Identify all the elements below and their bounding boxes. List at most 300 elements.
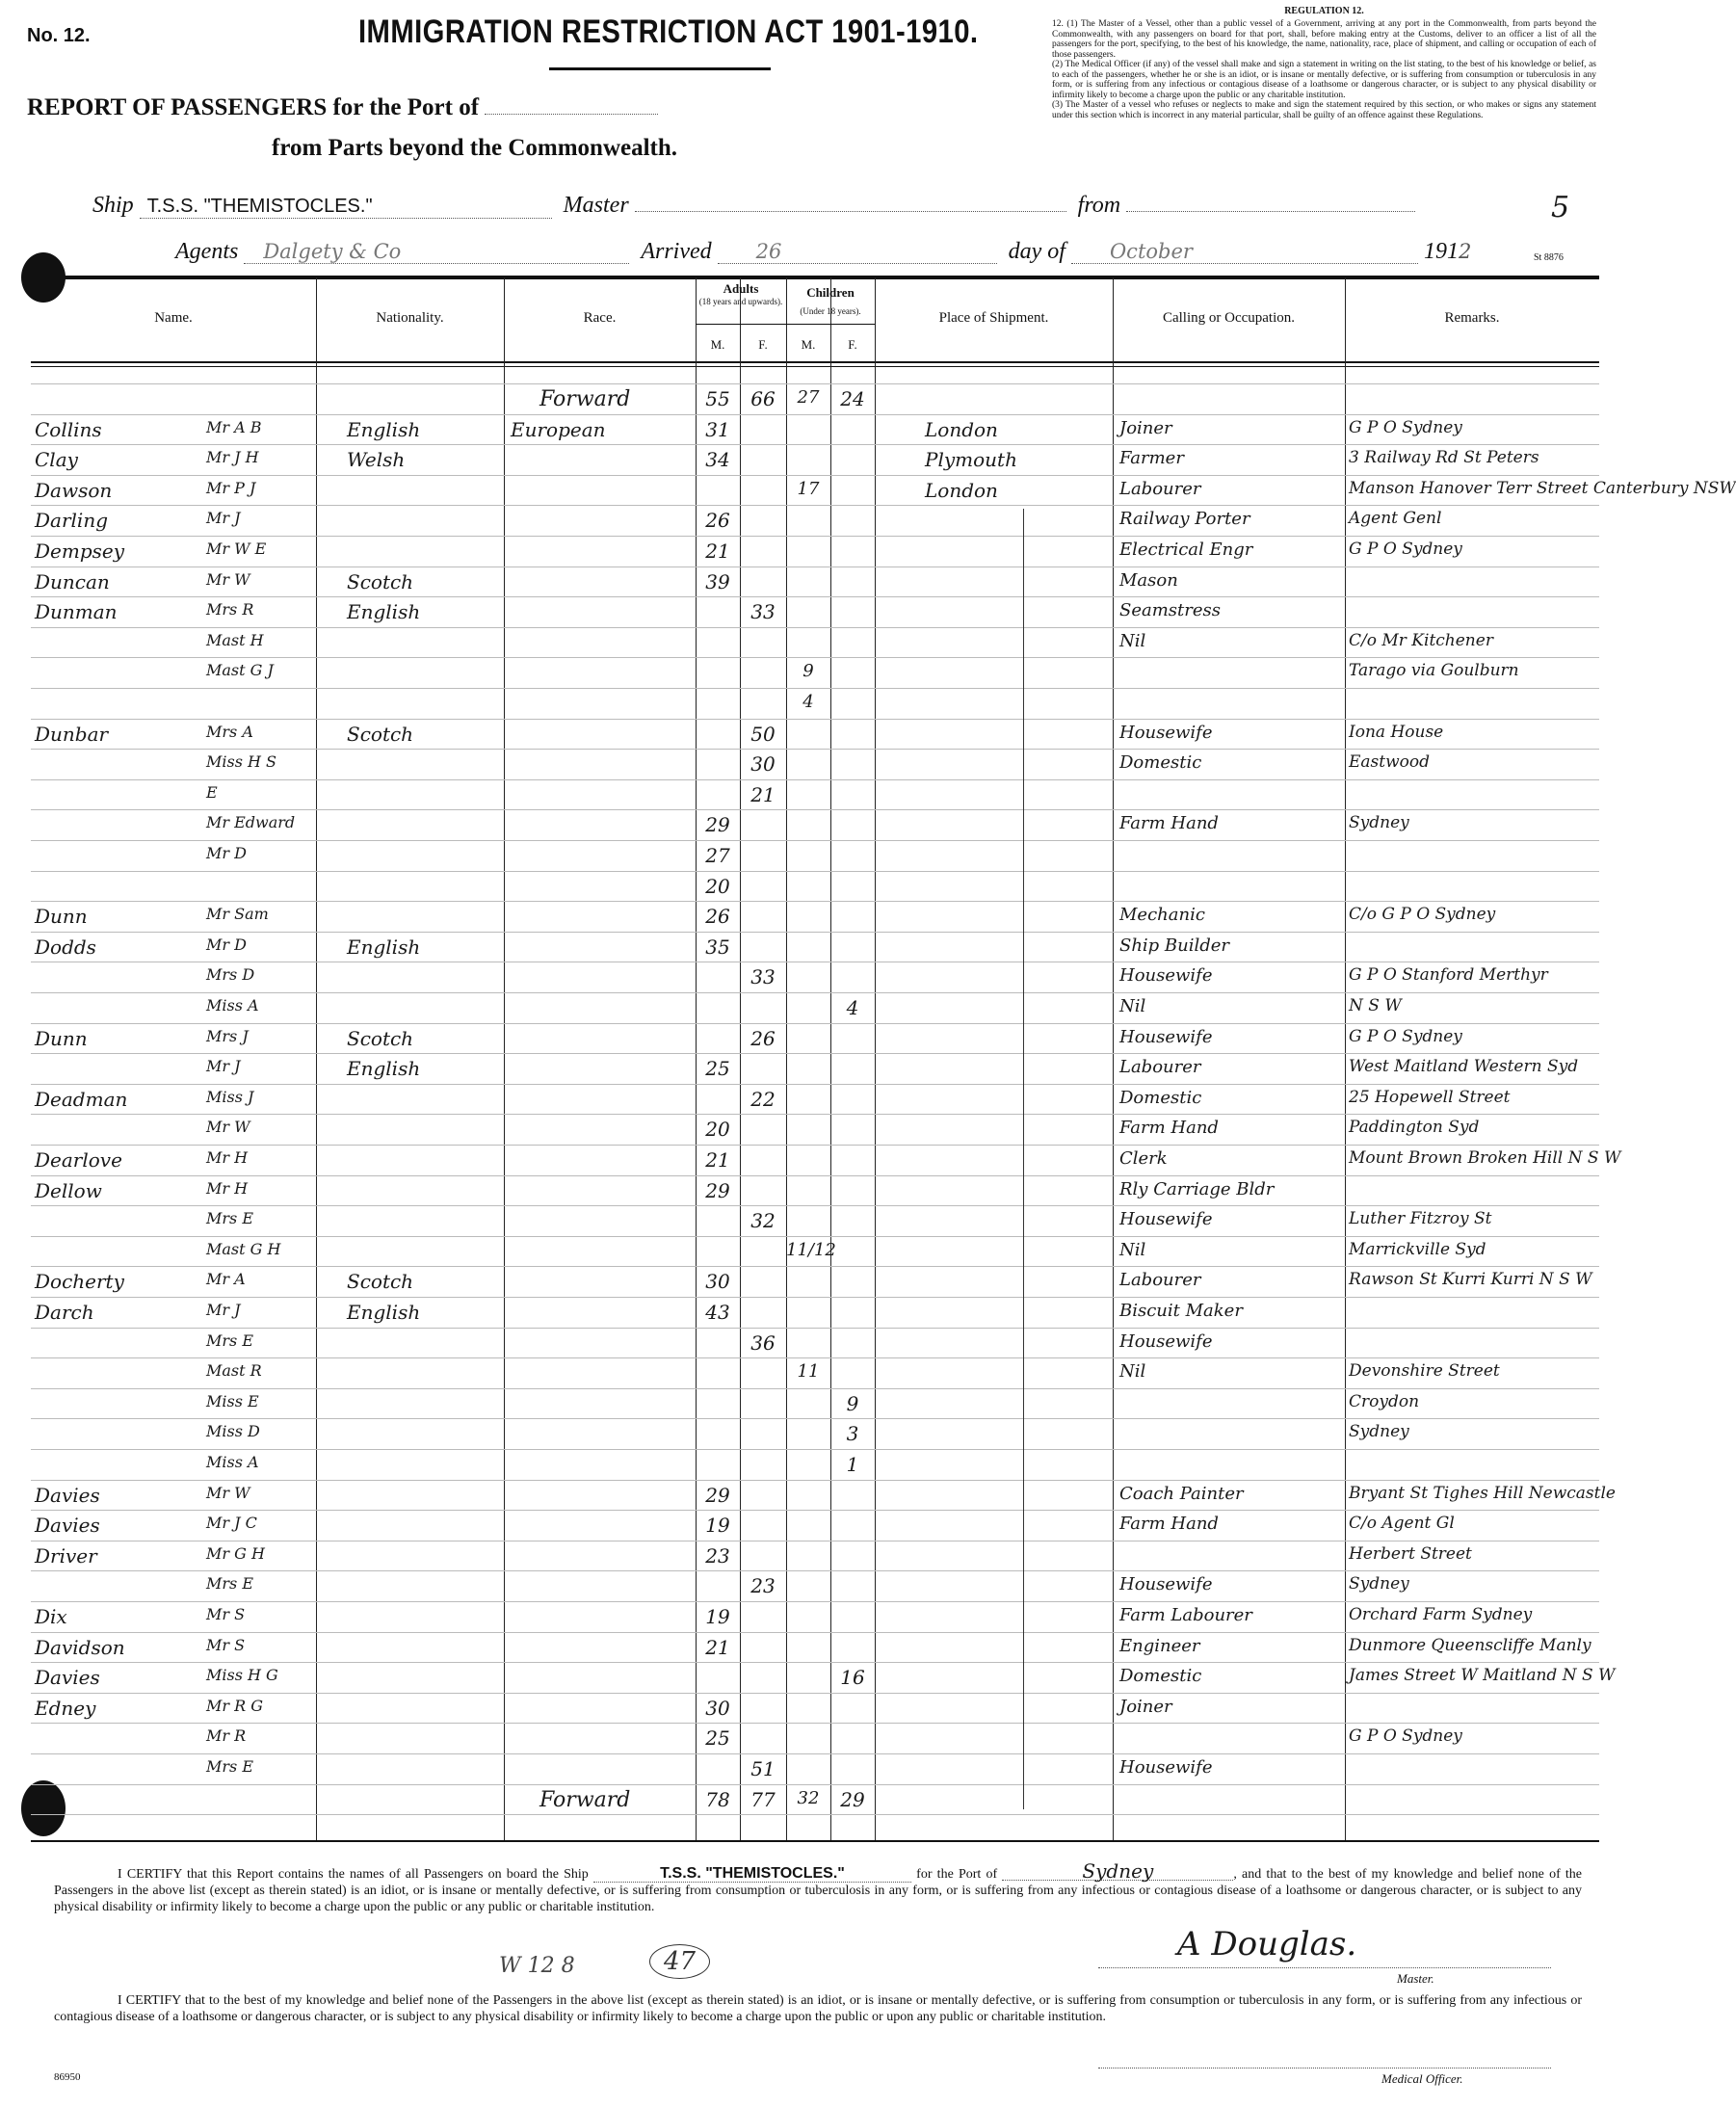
col-header-adults: Adults xyxy=(723,281,759,296)
col-header-children-sub: (Under 18 years). xyxy=(800,306,861,316)
passenger-surname: Dunn xyxy=(35,905,88,929)
remarks: Devonshire Street xyxy=(1349,1361,1500,1382)
master-label: Master xyxy=(563,193,629,218)
ruled-line xyxy=(31,779,1599,780)
print-code: 86950 xyxy=(54,2071,81,2083)
binder-hole-bottom xyxy=(21,1780,66,1836)
passenger-surname: Dodds xyxy=(35,935,96,959)
occupation: Nil xyxy=(1119,1361,1146,1383)
occupation: Railway Porter xyxy=(1119,509,1250,530)
passenger-surname: Deadman xyxy=(35,1087,128,1111)
ruled-line xyxy=(31,719,1599,720)
adult-male-age: 21 xyxy=(705,1148,730,1172)
ruled-line xyxy=(31,1205,1599,1206)
passenger-given-name: Mr P J xyxy=(206,478,256,497)
passenger-nationality: English xyxy=(347,935,421,959)
place-of-shipment: London xyxy=(925,417,998,441)
master-certificate xyxy=(54,1859,1583,1915)
occupation: Mason xyxy=(1119,569,1178,591)
ruled-line xyxy=(31,1632,1599,1633)
regulation-para-3: (3) The Master of a vessel who refuses or neglects to make and sign the statement required by this section, or who makes or signs any statement under this section which is incorrect in any material particular, shall be guilty of an offence against these Regulations. xyxy=(1052,100,1596,120)
adult-male-age: 25 xyxy=(705,1726,730,1751)
occupation: Housewife xyxy=(1119,1757,1213,1778)
ship-line xyxy=(92,193,1415,219)
remarks: Tarago via Goulburn xyxy=(1349,661,1519,681)
ruled-line xyxy=(31,1084,1599,1085)
ruled-line xyxy=(31,1236,1599,1237)
adult-female-age: 21 xyxy=(750,782,776,806)
report-heading-line1 xyxy=(27,94,658,121)
ship-name: T.S.S. "THEMISTOCLES." xyxy=(140,196,552,219)
remarks: Croydon xyxy=(1349,1391,1420,1411)
passenger-surname: Davies xyxy=(35,1483,100,1507)
passenger-given-name: Mr H xyxy=(206,1178,249,1198)
remarks: Sydney xyxy=(1349,1574,1409,1594)
day-of-label: day of xyxy=(1008,239,1065,264)
remarks: Marrickville Syd xyxy=(1349,1239,1486,1259)
remarks: 25 Hopewell Street xyxy=(1349,1087,1511,1107)
passenger-given-name: Mr J H xyxy=(206,448,259,467)
passenger-race: European xyxy=(511,417,606,441)
remarks: G P O Sydney xyxy=(1349,1726,1462,1747)
adult-female-age: 77 xyxy=(750,1787,776,1811)
ditto-line-shipment xyxy=(1023,509,1024,1809)
child-male-age: 27 xyxy=(797,387,820,408)
passenger-surname: Dempsey xyxy=(35,540,125,563)
occupation: Farm Hand xyxy=(1119,813,1219,834)
col-header-adult-f: F. xyxy=(758,337,768,352)
passenger-surname: Driver xyxy=(35,1543,97,1568)
from-label: from xyxy=(1077,193,1121,218)
master-role: Master. xyxy=(1397,1971,1434,1986)
adult-female-age: 32 xyxy=(750,1209,776,1233)
child-female-age: 3 xyxy=(846,1422,859,1446)
occupation: Domestic xyxy=(1119,752,1202,774)
passenger-given-name: Mr A B xyxy=(206,417,262,436)
ruled-line xyxy=(31,1053,1599,1054)
place-of-shipment: London xyxy=(925,478,998,502)
adult-male-age: 30 xyxy=(705,1270,730,1294)
passenger-given-name: Mast R xyxy=(206,1361,262,1381)
passenger-surname: Davies xyxy=(35,1514,100,1538)
col-header-remarks: Remarks. xyxy=(1444,310,1500,326)
occupation: Nil xyxy=(1119,996,1146,1016)
occupation: Seamstress xyxy=(1119,600,1221,621)
master-cert-for-port: for the Port of xyxy=(916,1867,998,1882)
remarks: Manson Hanover Terr Street Canterbury NSW xyxy=(1349,478,1736,498)
child-female-age: 1 xyxy=(846,1453,859,1476)
margin-note-1: W 12 8 xyxy=(499,1954,575,1978)
ruled-line xyxy=(31,688,1599,689)
passenger-surname: Davies xyxy=(35,1666,100,1690)
occupation: Biscuit Maker xyxy=(1119,1301,1243,1321)
stock-number: St 8876 xyxy=(1534,252,1564,263)
passenger-given-name: Mrs E xyxy=(206,1574,254,1594)
remarks: Agent Genl xyxy=(1349,509,1442,529)
col-divider xyxy=(1113,277,1114,1840)
passenger-surname: Dawson xyxy=(35,478,113,502)
ruled-line xyxy=(31,596,1599,597)
ruled-line xyxy=(31,383,1599,384)
from-field xyxy=(1126,211,1415,212)
occupation: Housewife xyxy=(1119,1026,1213,1047)
remarks: G P O Sydney xyxy=(1349,417,1462,437)
forward-label: Forward xyxy=(539,387,631,411)
occupation: Labourer xyxy=(1119,1057,1201,1078)
regulation-heading: REGULATION 12. xyxy=(1284,6,1364,16)
passenger-surname: Docherty xyxy=(35,1270,124,1294)
passenger-given-name: Mrs E xyxy=(206,1331,254,1350)
remarks: Sydney xyxy=(1349,813,1409,833)
adult-male-age: 26 xyxy=(705,509,730,533)
passenger-given-name: Mr J xyxy=(206,1301,241,1319)
ship-label: Ship xyxy=(92,193,134,218)
remarks: Luther Fitzroy St xyxy=(1349,1209,1492,1229)
adult-male-age: 29 xyxy=(705,1178,730,1202)
ruled-line xyxy=(31,475,1599,476)
adult-female-age: 30 xyxy=(750,752,776,777)
adults-subrule xyxy=(696,324,786,325)
col-header-occupation: Calling or Occupation. xyxy=(1162,310,1296,326)
col-divider xyxy=(316,277,317,1840)
col-header-child-m: M. xyxy=(801,337,816,352)
passenger-given-name: Miss D xyxy=(206,1422,260,1441)
passenger-given-name: Miss A xyxy=(206,996,259,1014)
ruled-line xyxy=(31,1175,1599,1176)
passenger-surname: Duncan xyxy=(35,569,110,593)
occupation: Electrical Engr xyxy=(1119,540,1253,560)
passenger-nationality: English xyxy=(347,600,421,624)
occupation: Joiner xyxy=(1119,417,1172,438)
month-value: October xyxy=(1071,240,1418,264)
passenger-given-name: Mr S xyxy=(206,1605,246,1623)
passenger-surname: Dearlove xyxy=(35,1148,122,1172)
medical-role: Medical Officer. xyxy=(1381,2071,1463,2086)
passenger-given-name: Mr A xyxy=(206,1270,246,1289)
ruled-line xyxy=(31,1418,1599,1419)
ruled-line xyxy=(31,809,1599,810)
passenger-surname: Darch xyxy=(35,1301,94,1324)
passenger-given-name: Mr D xyxy=(206,844,247,862)
remarks: G P O Sydney xyxy=(1349,1026,1462,1046)
col-divider xyxy=(786,277,787,1840)
col-header-race: Race. xyxy=(583,310,617,326)
adult-male-age: 78 xyxy=(705,1787,730,1811)
master-field xyxy=(635,211,1066,212)
ruled-line xyxy=(31,932,1599,933)
regulation-para-1: 12. (1) The Master of a Vessel, other than a public vessel of a Government, arriving at any port in the Commonwealth, from parts beyond the Commonwealth, with any passengers on board for that port, shall, before making entry at the Customs, deliver to an officer a list of all the passengers for the port, specifying, to the best of his knowledge, the name, nationality, race, place of shipment, and calling or occupation of each of those passengers. xyxy=(1052,19,1596,60)
adult-female-age: 23 xyxy=(750,1574,776,1598)
col-header-adult-m: M. xyxy=(710,337,725,352)
remarks: Iona House xyxy=(1349,722,1444,742)
page-mark: 5 xyxy=(1551,191,1570,224)
forward-label: Forward xyxy=(539,1787,631,1812)
passenger-given-name: Miss A xyxy=(206,1453,259,1471)
port-field xyxy=(485,114,658,115)
adult-male-age: 29 xyxy=(705,813,730,837)
ruled-line xyxy=(31,1449,1599,1450)
passenger-given-name: Mr J C xyxy=(206,1514,257,1533)
report-of-passengers: REPORT OF PASSENGERS xyxy=(27,94,328,120)
passenger-given-name: Mr W xyxy=(206,1118,250,1137)
passenger-surname: Davidson xyxy=(35,1635,125,1659)
occupation: Farmer xyxy=(1119,448,1184,469)
passenger-given-name: Mast H xyxy=(206,630,264,649)
passenger-nationality: English xyxy=(347,417,421,441)
passenger-given-name: Mr Edward xyxy=(206,813,296,832)
passenger-given-name: Mast G H xyxy=(206,1239,281,1258)
ruled-line xyxy=(31,1601,1599,1602)
agents-label: Agents xyxy=(175,239,239,264)
ruled-line xyxy=(31,1357,1599,1358)
adult-male-age: 26 xyxy=(705,905,730,929)
occupation: Nil xyxy=(1119,1239,1146,1260)
remarks: Sydney xyxy=(1349,1422,1409,1442)
ruled-line xyxy=(31,1023,1599,1024)
remarks: N S W xyxy=(1349,996,1402,1015)
margin-note-2: 47 xyxy=(649,1944,710,1979)
passenger-given-name: Mrs A xyxy=(206,722,253,741)
passenger-given-name: E xyxy=(206,782,218,802)
remarks: Paddington Syd xyxy=(1349,1118,1480,1138)
occupation: Clerk xyxy=(1119,1148,1168,1169)
ruled-line xyxy=(31,1814,1599,1815)
remarks: G P O Sydney xyxy=(1349,540,1462,559)
passenger-given-name: Mr W xyxy=(206,569,250,589)
occupation: Farm Labourer xyxy=(1119,1605,1252,1625)
adult-male-age: 29 xyxy=(705,1483,730,1507)
remarks: Dunmore Queenscliffe Manly xyxy=(1349,1635,1591,1655)
occupation: Housewife xyxy=(1119,1331,1213,1352)
remarks: Rawson St Kurri Kurri N S W xyxy=(1349,1270,1592,1290)
arrived-value: 26 xyxy=(718,240,997,264)
adult-female-age: 36 xyxy=(750,1331,776,1355)
adult-female-age: 22 xyxy=(750,1087,776,1111)
adult-male-age: 34 xyxy=(705,448,730,472)
ruled-line xyxy=(31,1723,1599,1724)
ruled-line xyxy=(31,1297,1599,1298)
adult-female-age: 51 xyxy=(750,1757,776,1780)
occupation: Nil xyxy=(1119,630,1146,651)
year-value: 2 xyxy=(1458,240,1472,263)
ruled-line xyxy=(31,1753,1599,1754)
col-divider xyxy=(1345,277,1346,1840)
passenger-given-name: Mrs E xyxy=(206,1209,254,1228)
adult-male-age: 23 xyxy=(705,1543,730,1568)
agents-line xyxy=(175,239,1471,265)
child-male-age: 32 xyxy=(797,1787,820,1808)
remarks: C/o Agent Gl xyxy=(1349,1514,1455,1534)
col-header-shipment: Place of Shipment. xyxy=(938,310,1049,326)
passenger-given-name: Mr D xyxy=(206,935,247,954)
remarks: 3 Railway Rd St Peters xyxy=(1349,448,1539,468)
remarks: James Street W Maitland N S W xyxy=(1349,1666,1616,1686)
remarks: Orchard Farm Sydney xyxy=(1349,1605,1533,1624)
ruled-line xyxy=(31,1480,1599,1481)
master-cert-rest: , and that to the best of my knowledge and belief none of the Passengers in the above list (except as therein stated) is an idiot, or is insane or mentally defective, or is suffering from consumption or tuberculosis in any form, or is suffering from any infectious or contagious disease of a loathsome or dangerous character, or is subject to any physical disability or infirmity likely to become a charge upon the public or any public or charitable institution. xyxy=(54,1867,1583,1914)
passenger-surname: Darling xyxy=(35,509,108,533)
ruled-line xyxy=(31,657,1599,658)
occupation: Joiner xyxy=(1119,1696,1172,1717)
remarks: Mount Brown Broken Hill N S W xyxy=(1349,1148,1621,1168)
regulation-para-2: (2) The Medical Officer (if any) of the vessel shall make and sign a statement in writing on the list stating, to the best of his knowledge or belief, as to each of the passengers, whether he or she is an idiot, or is insane or mentally defective, or is suffering from consumption or tuberculosis in any form, or is suffering from any infectious or contagious disease of a loathsome or dangerous character, or is subject to any physical disability or infirmity likely to become a charge upon the public or any charitable institution. xyxy=(1052,60,1596,100)
passenger-given-name: Mr W xyxy=(206,1483,250,1502)
passenger-given-name: Mr J xyxy=(206,1057,241,1076)
master-signature-line xyxy=(1098,1967,1551,1968)
passenger-given-name: Mr R G xyxy=(206,1696,264,1715)
ruled-line xyxy=(31,536,1599,537)
occupation: Farm Hand xyxy=(1119,1118,1219,1139)
ruled-line xyxy=(31,1693,1599,1694)
ruled-line xyxy=(31,1266,1599,1267)
adult-female-age: 50 xyxy=(750,722,776,746)
master-signature: A Douglas. xyxy=(1177,1925,1357,1963)
regulation-12 xyxy=(1052,6,1596,120)
adult-male-age: 19 xyxy=(705,1605,730,1628)
passenger-given-name: Miss H S xyxy=(206,752,277,772)
remarks: Eastwood xyxy=(1349,752,1431,773)
ruled-line xyxy=(31,1388,1599,1389)
occupation: Labourer xyxy=(1119,1270,1201,1291)
occupation: Housewife xyxy=(1119,1574,1213,1595)
agents-value: Dalgety & Co xyxy=(244,240,629,264)
col-header-nationality: Nationality. xyxy=(376,310,444,326)
remarks: Bryant St Tighes Hill Newcastle xyxy=(1349,1483,1616,1503)
occupation: Rly Carriage Bldr xyxy=(1119,1178,1275,1199)
remarks: Herbert Street xyxy=(1349,1543,1472,1564)
occupation: Housewife xyxy=(1119,1209,1213,1230)
occupation: Mechanic xyxy=(1119,905,1205,926)
remarks: C/o G P O Sydney xyxy=(1349,905,1496,925)
occupation: Housewife xyxy=(1119,965,1213,987)
ruled-line xyxy=(31,1784,1599,1785)
master-cert-prefix: I CERTIFY that this Report contains the names of all Passengers on board the Ship xyxy=(118,1867,589,1882)
passenger-surname: Edney xyxy=(35,1696,96,1720)
ruled-line xyxy=(31,1510,1599,1511)
adult-male-age: 19 xyxy=(705,1514,730,1538)
passenger-given-name: Mr G H xyxy=(206,1543,265,1563)
passenger-nationality: Scotch xyxy=(347,569,414,593)
adult-male-age: 20 xyxy=(705,1118,730,1142)
passenger-surname: Dunbar xyxy=(35,722,109,746)
ruled-line xyxy=(31,992,1599,993)
child-female-age: 24 xyxy=(840,387,865,410)
passenger-given-name: Mrs J xyxy=(206,1026,249,1045)
ruled-line xyxy=(31,749,1599,750)
occupation: Ship Builder xyxy=(1119,935,1230,956)
col-header-child-f: F. xyxy=(848,337,857,352)
child-female-age: 4 xyxy=(846,996,859,1019)
child-female-age: 16 xyxy=(840,1666,865,1690)
passenger-nationality: Scotch xyxy=(347,1026,414,1050)
for-port-label: for the Port of xyxy=(332,94,480,120)
passenger-given-name: Mr S xyxy=(206,1635,246,1654)
passenger-nationality: Welsh xyxy=(347,448,406,472)
arrived-label: Arrived xyxy=(641,239,712,264)
adult-female-age: 33 xyxy=(750,600,776,624)
table-top-rule xyxy=(31,276,1599,279)
adult-male-age: 27 xyxy=(705,844,730,867)
table-header-rule-2 xyxy=(31,366,1599,367)
passenger-nationality: English xyxy=(347,1057,421,1081)
title-rule xyxy=(549,67,771,70)
ruled-line xyxy=(31,414,1599,415)
occupation: Domestic xyxy=(1119,1087,1202,1108)
ruled-line xyxy=(31,840,1599,841)
col-divider xyxy=(740,277,741,1840)
ruled-line xyxy=(31,444,1599,445)
col-header-adults-sub: (18 years and upwards). xyxy=(698,297,783,306)
occupation: Farm Hand xyxy=(1119,1514,1219,1535)
ruled-line xyxy=(31,627,1599,628)
ruled-line xyxy=(31,871,1599,872)
passenger-given-name: Mast G J xyxy=(206,661,274,680)
remarks: G P O Stanford Merthyr xyxy=(1349,965,1548,986)
passenger-nationality: English xyxy=(347,1301,421,1324)
child-male-age: 9 xyxy=(802,661,814,682)
adult-male-age: 55 xyxy=(705,387,730,410)
occupation: Housewife xyxy=(1119,722,1213,743)
form-number: No. 12. xyxy=(27,25,91,46)
adult-male-age: 25 xyxy=(705,1057,730,1081)
occupation: Coach Painter xyxy=(1119,1483,1244,1504)
report-heading-line2: from Parts beyond the Commonwealth. xyxy=(272,135,678,161)
passenger-surname: Dunn xyxy=(35,1026,88,1050)
passenger-surname: Collins xyxy=(35,417,102,441)
passenger-nationality: Scotch xyxy=(347,722,414,746)
ruled-line xyxy=(31,1114,1599,1115)
ruled-line xyxy=(31,1145,1599,1146)
col-divider xyxy=(504,277,505,1840)
col-header-children: Children xyxy=(806,285,855,300)
passenger-given-name: Mrs R xyxy=(206,600,254,619)
occupation: Labourer xyxy=(1119,478,1201,499)
occupation: Domestic xyxy=(1119,1666,1202,1687)
passenger-surname: Dix xyxy=(35,1605,67,1628)
child-male-age: 11 xyxy=(797,1361,820,1383)
act-title: IMMIGRATION RESTRICTION ACT 1901-1910. xyxy=(358,13,979,50)
ruled-line xyxy=(31,1570,1599,1571)
adult-female-age: 33 xyxy=(750,965,776,989)
passenger-surname: Clay xyxy=(35,448,78,472)
year-label: 191 xyxy=(1423,239,1459,264)
child-male-age: 11/12 xyxy=(786,1239,836,1260)
occupation: Engineer xyxy=(1119,1635,1200,1656)
passenger-given-name: Mr W E xyxy=(206,540,267,558)
passenger-surname: Dunman xyxy=(35,600,118,624)
adult-male-age: 39 xyxy=(705,569,730,593)
ruled-line xyxy=(31,1662,1599,1663)
adult-female-age: 66 xyxy=(750,387,776,410)
remarks: West Maitland Western Syd xyxy=(1349,1057,1579,1077)
col-divider xyxy=(830,277,831,1840)
medical-certificate: I CERTIFY that to the best of my knowledge and belief none of the Passengers in the above list (except as therein stated) is an idiot, or is insane or mentally defective, or is suffering from consumption or tuberculosis in any form, or is suffering from any infectious or contagious disease of a loathsome or dangerous character, or is subject to any physical disability or infirmity likely to become a charge upon the public or upon any public or charitable institution. xyxy=(54,1993,1582,2024)
passenger-given-name: Mr Sam xyxy=(206,905,269,924)
col-divider xyxy=(875,277,876,1840)
adult-male-age: 43 xyxy=(705,1301,730,1324)
adult-male-age: 21 xyxy=(705,540,730,563)
passenger-given-name: Miss H G xyxy=(206,1666,278,1685)
master-cert-ship: T.S.S. "THEMISTOCLES." xyxy=(593,1865,911,1883)
child-male-age: 4 xyxy=(802,692,814,712)
child-female-age: 9 xyxy=(846,1391,859,1415)
ruled-line xyxy=(31,901,1599,902)
ruled-line xyxy=(31,1328,1599,1329)
passenger-given-name: Mrs E xyxy=(206,1757,254,1776)
adult-male-age: 31 xyxy=(705,417,730,441)
child-male-age: 17 xyxy=(797,478,820,499)
passenger-nationality: Scotch xyxy=(347,1270,414,1294)
